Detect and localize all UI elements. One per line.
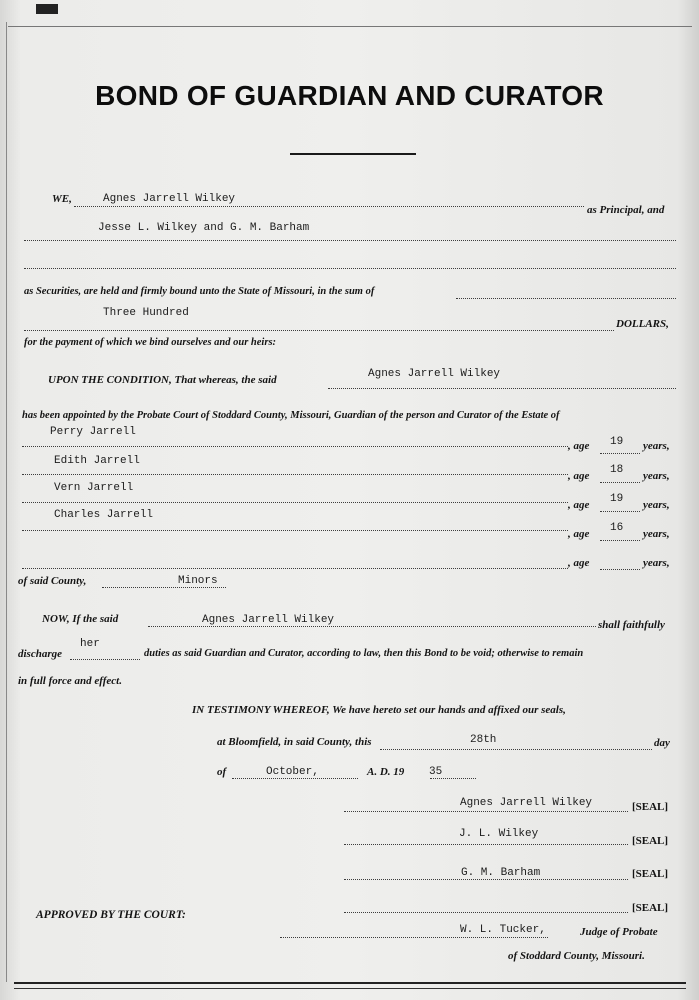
minors-label: Minors [178, 575, 218, 587]
age-label-5: , age [568, 557, 590, 569]
principal-name-line [74, 206, 584, 207]
judge-county: of Stoddard County, Missouri. [508, 950, 645, 962]
age-line-5 [600, 569, 640, 570]
minor-age-3: 19 [610, 493, 624, 505]
age-label-1: , age [568, 440, 590, 452]
of-label: of [217, 766, 227, 778]
years-label-5: years, [643, 557, 670, 569]
minor-name-3: Vern Jarrell [54, 482, 134, 494]
appointed-label: has been appointed by the Probate Court of Stoddard County, Missouri, Guardian of the person and Curator of the Estate of [22, 410, 560, 421]
signature-line-4 [344, 912, 628, 913]
title-underline [290, 153, 416, 155]
corner-mark [36, 4, 58, 14]
year-value: 35 [429, 766, 443, 778]
signature-line-1 [344, 811, 628, 812]
years-label-3: years, [643, 499, 670, 511]
judge-title: Judge of Probate [580, 926, 658, 938]
minor-line-4 [22, 530, 568, 531]
full-force-text: in full force and effect. [18, 675, 122, 687]
month-line [232, 778, 358, 779]
minor-name-1: Perry Jarrell [50, 426, 136, 438]
document-title: BOND OF GUARDIAN AND CURATOR [95, 80, 604, 111]
county-label: of said County, [18, 575, 87, 587]
discharge-label: discharge [18, 648, 62, 660]
minor-line-3 [22, 502, 568, 503]
pronoun: her [80, 638, 100, 650]
minor-line-1 [22, 446, 568, 447]
minor-name-4: Charles Jarrell [54, 509, 154, 521]
minor-name-2: Edith Jarrell [54, 455, 140, 467]
day-value: 28th [470, 734, 497, 746]
payment-label: for the payment of which we bind ourselves and our heirs: [24, 337, 277, 348]
year-line [430, 778, 476, 779]
years-label-2: years, [643, 470, 670, 482]
securities-extra-line [24, 268, 676, 269]
seal-label-1: [SEAL] [632, 801, 669, 813]
age-line-1 [600, 453, 640, 454]
bottom-border-thick [14, 982, 686, 984]
dollars-label: DOLLARS, [616, 318, 669, 330]
month-value: October, [266, 766, 319, 778]
securities-names-line [24, 240, 676, 241]
minor-line-5 [22, 568, 568, 569]
years-label-1: years, [643, 440, 670, 452]
minor-age-1: 19 [610, 436, 624, 448]
sum-line-1 [456, 298, 676, 299]
securities-names: Jesse L. Wilkey and G. M. Barham [98, 222, 310, 234]
signature-line-3 [344, 879, 628, 880]
securities-label: as Securities, are held and firmly bound unto the State of Missouri, in the sum of [24, 286, 375, 297]
bottom-border-thin [14, 988, 686, 989]
left-border-line [6, 22, 7, 982]
duties-text: duties as said Guardian and Curator, according to law, then this Bond to be void; otherwise to remain [144, 648, 584, 659]
principal-name: Agnes Jarrell Wilkey [103, 193, 236, 205]
minor-age-2: 18 [610, 464, 624, 476]
place-label: at Bloomfield, in said County, this [217, 736, 372, 748]
day-label: day [654, 737, 670, 749]
age-line-3 [600, 511, 640, 512]
now-name-line [148, 626, 596, 627]
minor-age-4: 16 [610, 522, 624, 534]
minor-line-2 [22, 474, 568, 475]
condition-name-line [328, 388, 676, 389]
judge-line [280, 937, 548, 938]
top-border-line [8, 26, 692, 27]
age-label-4: , age [568, 528, 590, 540]
signature-2: J. L. Wilkey [459, 828, 539, 840]
seal-label-3: [SEAL] [632, 868, 669, 880]
day-line [380, 749, 652, 750]
age-line-2 [600, 482, 640, 483]
age-label-3: , age [568, 499, 590, 511]
faithfully-label: shall faithfully [598, 619, 665, 631]
condition-label: UPON THE CONDITION, That whereas, the said [48, 374, 277, 386]
now-name: Agnes Jarrell Wilkey [202, 614, 335, 626]
seal-label-2: [SEAL] [632, 835, 669, 847]
pronoun-line [70, 659, 140, 660]
seal-label-4: [SEAL] [632, 902, 669, 914]
sum-words: Three Hundred [103, 307, 189, 319]
age-label-2: , age [568, 470, 590, 482]
now-label: NOW, If the said [42, 613, 119, 625]
sum-line-2 [24, 330, 614, 331]
years-label-4: years, [643, 528, 670, 540]
condition-name: Agnes Jarrell Wilkey [368, 368, 501, 380]
signature-line-2 [344, 844, 628, 845]
minors-line [102, 587, 226, 588]
approved-label: APPROVED BY THE COURT: [36, 909, 186, 921]
age-line-4 [600, 540, 640, 541]
judge-name: W. L. Tucker, [460, 924, 546, 936]
signature-3: G. M. Barham [461, 867, 541, 879]
signature-1: Agnes Jarrell Wilkey [460, 797, 593, 809]
we-label: WE, [52, 193, 72, 205]
principal-label: as Principal, and [587, 204, 665, 216]
ad-label: A. D. 19 [367, 766, 405, 778]
testimony-text: IN TESTIMONY WHEREOF, We have hereto set our hands and affixed our seals, [192, 704, 566, 716]
